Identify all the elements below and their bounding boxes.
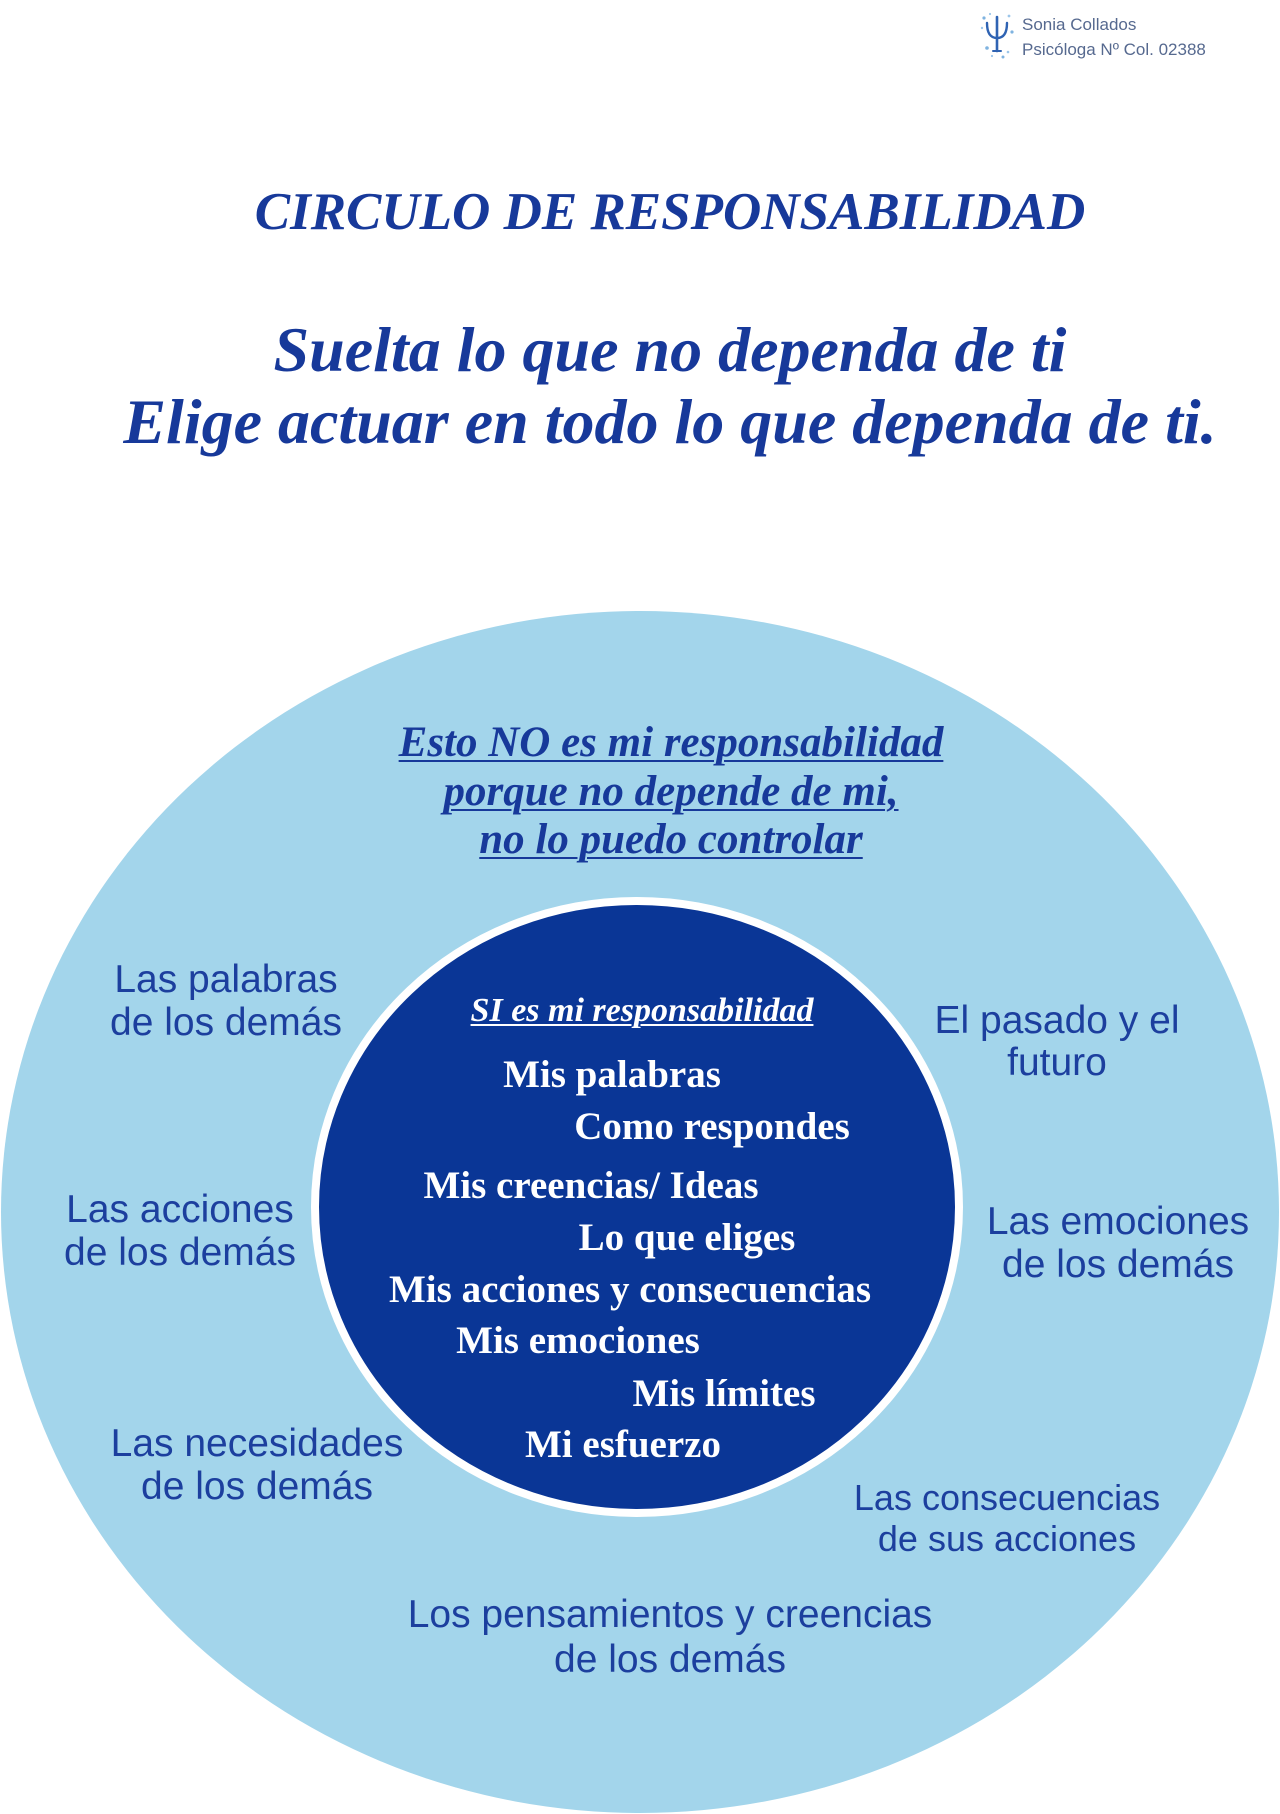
logo-name: Sonia Collados — [1022, 15, 1137, 34]
logo-credential: Psicóloga Nº Col. 02388 — [1022, 40, 1206, 59]
inner-circle-heading: SI es mi responsabilidad — [470, 992, 814, 1029]
outer-item-pensamientos — [408, 1592, 933, 1682]
outer-circle-heading — [399, 719, 944, 865]
outer-heading-line: Esto NO es mi responsabilidad — [398, 719, 944, 766]
inner-item: Mis acciones y consecuencias — [388, 1268, 872, 1311]
outer-item-consecuencias — [854, 1477, 1160, 1559]
outer-item-pasado — [935, 1000, 1180, 1084]
outer-item-line: de sus acciones — [877, 1518, 1137, 1559]
outer-item-line: Las emociones — [986, 1200, 1250, 1243]
outer-item-line: El pasado y el — [934, 999, 1180, 1042]
inner-item: Mis límites — [632, 1372, 816, 1415]
outer-item-necesidades — [111, 1422, 404, 1508]
outer-item-line: Las consecuencias — [853, 1477, 1161, 1518]
outer-heading-line: porque no depende de mi, — [443, 767, 899, 815]
inner-item: Lo que eliges — [578, 1216, 796, 1259]
outer-item-line: Las acciones — [66, 1188, 294, 1231]
inner-item: Mis palabras — [503, 1053, 721, 1096]
subtitle-line: Suelta lo que no dependa de ti — [273, 314, 1067, 385]
outer-item-line: Las palabras — [114, 958, 338, 1001]
inner-item: Como respondes — [574, 1105, 850, 1148]
outer-item-acciones — [64, 1188, 296, 1274]
outer-heading-line: no lo puedo controlar — [479, 816, 863, 863]
inner-item: Mis emociones — [456, 1319, 700, 1362]
inner-item: Mi esfuerzo — [525, 1423, 721, 1466]
outer-item-line: de los demás — [64, 1231, 296, 1274]
page-title: CIRCULO DE RESPONSABILIDAD — [254, 183, 1086, 241]
outer-item-line: Los pensamientos y creencias — [407, 1593, 933, 1636]
outer-item-palabras — [110, 958, 342, 1044]
outer-item-emociones — [987, 1200, 1249, 1286]
outer-item-line: de los demás — [1002, 1243, 1234, 1286]
subtitle-line: Elige actuar en todo lo que dependa de ti. — [123, 386, 1217, 457]
outer-item-line: de los demás — [554, 1638, 786, 1681]
outer-item-line: Las necesidades — [110, 1422, 404, 1465]
outer-item-line: futuro — [1007, 1041, 1107, 1084]
inner-item: Mis creencias/ Ideas — [423, 1164, 759, 1207]
outer-item-line: de los demás — [110, 1001, 342, 1044]
outer-item-line: de los demás — [141, 1465, 373, 1508]
